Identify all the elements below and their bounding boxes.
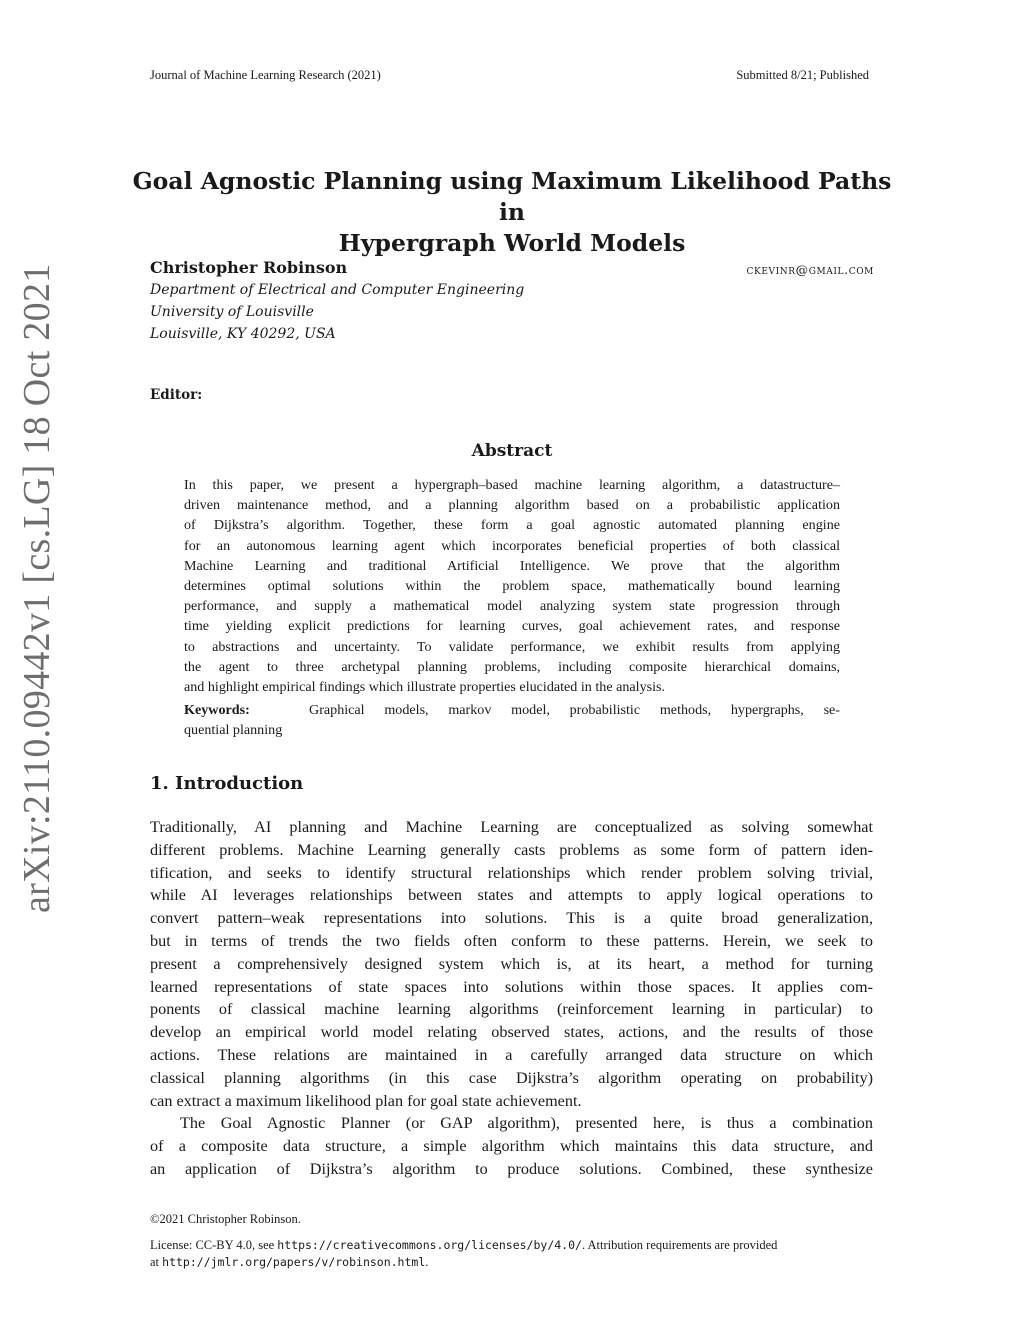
intro-line: ponents of classical machine learning algorithms (reinforcement learning in particular) to bbox=[150, 1000, 873, 1019]
running-head-submitted: Submitted 8/21; Published bbox=[736, 68, 869, 82]
abstract-body bbox=[184, 475, 840, 697]
intro-line: different problems. Machine Learning generally casts problems as some form of pattern iden- bbox=[150, 840, 873, 859]
license-notice bbox=[150, 1237, 873, 1271]
intro-body bbox=[150, 816, 873, 1181]
keywords bbox=[184, 700, 840, 740]
intro-line: an application of Dijkstra’s algorithm to produce solutions. Combined, these synthesize bbox=[150, 1159, 873, 1178]
running-head-journal: Journal of Machine Learning Research (2021) bbox=[150, 68, 381, 82]
author-email[interactable] bbox=[747, 262, 874, 277]
author-name: Christopher Robinson bbox=[150, 258, 348, 277]
intro-line: The Goal Agnostic Planner (or GAP algorithm), presented here, is thus a combination bbox=[180, 1114, 873, 1133]
abstract-line: to abstractions and uncertainty. To validate performance, we exhibit results from applying bbox=[184, 638, 840, 655]
intro-line: develop an empirical world model relating observed states, actions, and the results of those bbox=[150, 1023, 873, 1042]
abstract-line: performance, and supply a mathematical model analyzing system state progression through bbox=[184, 598, 840, 615]
abstract-line: driven maintenance method, and a planning algorithm based on a probabilistic application bbox=[184, 497, 840, 514]
paper-url-link[interactable]: http://jmlr.org/papers/v/robinson.html bbox=[162, 1255, 426, 1269]
author-email-text: ckevinr@gmail.com bbox=[746, 262, 874, 277]
license-url-link[interactable]: https://creativecommons.org/licenses/by/4.0/ bbox=[277, 1238, 582, 1252]
keywords-line-1 bbox=[184, 700, 840, 720]
license-prefix: License: CC-BY 4.0, see bbox=[150, 1238, 278, 1252]
intro-line: of a composite data structure, a simple algorithm which maintains this data structure, and bbox=[150, 1137, 873, 1156]
arxiv-stamp[interactable]: arXiv:2110.09442v1 [cs.LG] 18 Oct 2021 bbox=[16, 263, 58, 913]
abstract-line: Machine Learning and traditional Artificial Intelligence. We prove that the algorithm bbox=[184, 557, 840, 574]
keywords-line-2: quential planning bbox=[184, 722, 283, 739]
license-mid: . Attribution requirements are provided bbox=[581, 1238, 778, 1252]
intro-line: classical planning algorithms (in this case Dijkstra’s algorithm operating on probability) bbox=[150, 1068, 873, 1087]
license-end: . bbox=[425, 1255, 429, 1269]
intro-line: tification, and seeks to identify structural relationships which render problem solving trivial, bbox=[150, 863, 873, 882]
intro-line: present a comprehensively designed system which is, at its heart, a method for turning bbox=[150, 954, 873, 973]
abstract-line: determines optimal solutions within the problem space, mathematically bound learning bbox=[184, 578, 840, 595]
abstract-line: time yielding explicit predictions for learning curves, goal achievement rates, and response bbox=[184, 618, 840, 635]
intro-line: actions. These relations are maintained in a carefully arranged data structure on which bbox=[150, 1045, 873, 1064]
abstract-line: In this paper, we present a hypergraph–based machine learning algorithm, a datastructure– bbox=[184, 477, 840, 493]
affiliation-university: University of Louisville bbox=[150, 304, 314, 320]
abstract-heading: Abstract bbox=[471, 441, 553, 461]
abstract-line: for an autonomous learning agent which incorporates beneficial properties of both classical bbox=[184, 537, 840, 554]
keywords-text: Graphical models, markov model, probabilistic methods, hypergraphs, se- bbox=[309, 702, 840, 718]
abstract-line: and highlight empirical findings which illustrate properties elucidated in the analysis. bbox=[184, 679, 666, 696]
editor-label: Editor: bbox=[150, 387, 203, 403]
abstract-line: of Dijkstra’s algorithm. Together, these form a goal agnostic automated planning engine bbox=[184, 517, 840, 534]
intro-line: but in terms of trends the two fields often conform to these patterns. Herein, we seek to bbox=[150, 931, 873, 950]
intro-line: learned representations of state spaces into solutions within those spaces. It applies com- bbox=[150, 977, 873, 996]
intro-line: can extract a maximum likelihood plan for goal state achievement. bbox=[150, 1091, 582, 1110]
title-line-1: Goal Agnostic Planning using Maximum Likelihood Paths in bbox=[132, 167, 892, 226]
affiliation-department: Department of Electrical and Computer Engineering bbox=[150, 282, 525, 298]
intro-line: convert pattern–weak representations into solutions. This is a quite broad generalization, bbox=[150, 909, 873, 928]
keywords-label: Keywords: bbox=[184, 702, 250, 718]
affiliation-address: Louisville, KY 40292, USA bbox=[150, 326, 336, 342]
section-heading: 1. Introduction bbox=[150, 773, 304, 794]
intro-line: while AI leverages relationships between states and attempts to apply logical operations to bbox=[150, 886, 873, 905]
abstract-line: the agent to three archetypal planning problems, including composite hierarchical domains, bbox=[184, 658, 840, 675]
license-at: at bbox=[150, 1255, 163, 1269]
title-line-2: Hypergraph World Models bbox=[338, 229, 686, 257]
copyright-notice: ©2021 Christopher Robinson. bbox=[150, 1212, 301, 1226]
intro-line: Traditionally, AI planning and Machine Learning are conceptualized as solving somewhat bbox=[150, 818, 873, 836]
paper-title bbox=[120, 166, 904, 259]
